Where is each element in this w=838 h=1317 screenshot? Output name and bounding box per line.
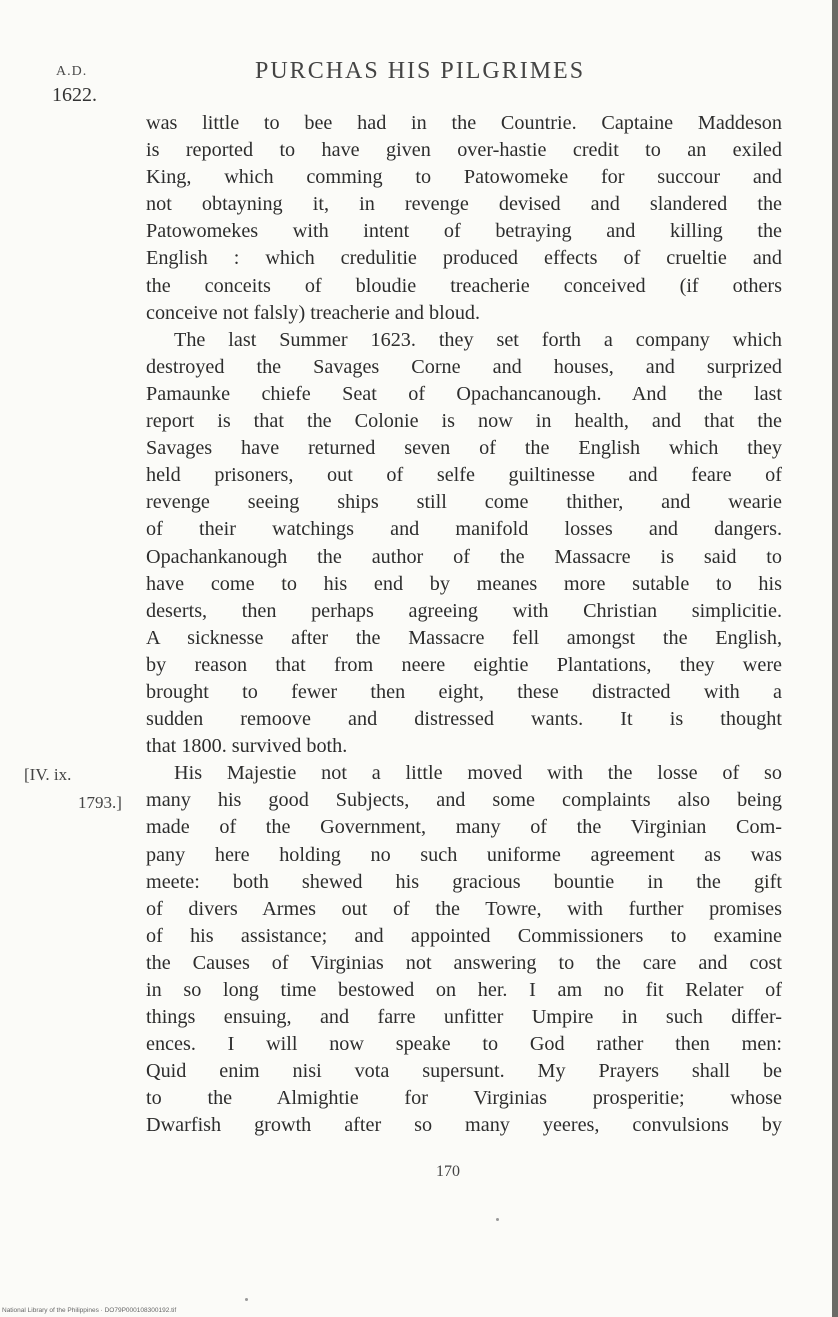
speck xyxy=(496,1218,499,1221)
text-line: not obtayning it, in revenge devised and slandered the xyxy=(146,193,782,216)
text-line: brought to fewer then eight, these distracted with a xyxy=(146,680,782,703)
text-line: in so long time bestowed on her. I am no fit Relater of xyxy=(146,979,782,1001)
text-line: many his good Subjects, and some complaints also being xyxy=(146,789,782,812)
text-line: by reason that from neere eightie Plantations, they were xyxy=(146,653,782,676)
text-line: of their watchings and manifold losses and dangers. xyxy=(146,518,782,541)
side-note-reference: [IV. ix. xyxy=(24,765,72,784)
text-line: meete: both shewed his gracious bountie in the gift xyxy=(146,870,782,893)
page-number: 170 xyxy=(436,1163,460,1180)
text-line: destroyed the Savages Corne and houses, and surprized xyxy=(146,355,782,378)
text-line: Pamaunke chiefe Seat of Opachancanough. And the last xyxy=(146,382,782,405)
text-line: deserts, then perhaps agreeing with Christian simplicitie. xyxy=(146,599,782,622)
text-line: of his assistance; and appointed Commissioners to examine xyxy=(146,924,782,947)
text-line: is reported to have given over-hastie credit to an exiled xyxy=(146,139,782,162)
text-line: King, which comming to Patowomeke for succour and xyxy=(146,166,782,189)
margin-ad-label: A.D. xyxy=(56,64,88,79)
text-line: of divers Armes out of the Towre, with further promises xyxy=(146,897,782,920)
scan-footer-stamp: National Library of the Philippines · DO79P000108300192.tif xyxy=(2,1307,177,1314)
text-line: was little to bee had in the Countrie. Captaine Maddeson xyxy=(146,112,782,134)
text-line: revenge seeing ships still come thither, and wearie xyxy=(146,491,782,514)
text-line: Quid enim nisi vota supersunt. My Prayers shall be xyxy=(146,1060,782,1083)
text-line: Opachankanough the author of the Massacre is said to xyxy=(146,545,782,568)
text-line: Patowomekes with intent of betraying and killing the xyxy=(146,220,782,243)
text-line: conceive not falsly) treacherie and bloud. xyxy=(146,301,481,324)
speck xyxy=(245,1298,248,1301)
text-line: to the Almightie for Virginias prosperitie; whose xyxy=(146,1087,782,1110)
text-line: A sicknesse after the Massacre fell amongst the English, xyxy=(146,626,782,649)
page-edge-shadow xyxy=(832,0,838,1317)
side-note-page: 1793.] xyxy=(78,793,122,812)
text-line: held prisoners, out of selfe guiltinesse and feare of xyxy=(146,464,782,487)
text-line: ences. I will now speake to God rather then men: xyxy=(146,1033,782,1056)
text-line: sudden remoove and distressed wants. It is thought xyxy=(146,708,782,731)
text-line: Dwarfish growth after so many yeeres, convulsions by xyxy=(146,1114,782,1137)
text-line: that 1800. survived both. xyxy=(146,735,348,758)
text-line: report is that the Colonie is now in health, and that the xyxy=(146,410,782,433)
body-text xyxy=(146,110,782,1140)
text-line: Savages have returned seven of the English which they xyxy=(146,437,782,460)
text-line: English : which credulitie produced effects of crueltie and xyxy=(146,247,782,270)
margin-year: 1622. xyxy=(52,84,97,106)
text-line: the conceits of bloudie treacherie conceived (if others xyxy=(146,274,782,297)
text-line: made of the Government, many of the Virginian Com- xyxy=(146,816,782,839)
text-line: His Majestie not a little moved with the losse of so xyxy=(174,762,782,785)
running-title: PURCHAS HIS PILGRIMES xyxy=(255,58,586,84)
text-line: things ensuing, and farre unfitter Umpire in such differ- xyxy=(146,1006,782,1029)
text-line: have come to his end by meanes more sutable to his xyxy=(146,572,782,595)
text-line: pany here holding no such uniforme agreement as was xyxy=(146,843,782,866)
text-line: The last Summer 1623. they set forth a company which xyxy=(174,328,782,351)
text-line: the Causes of Virginias not answering to the care and cost xyxy=(146,951,782,974)
